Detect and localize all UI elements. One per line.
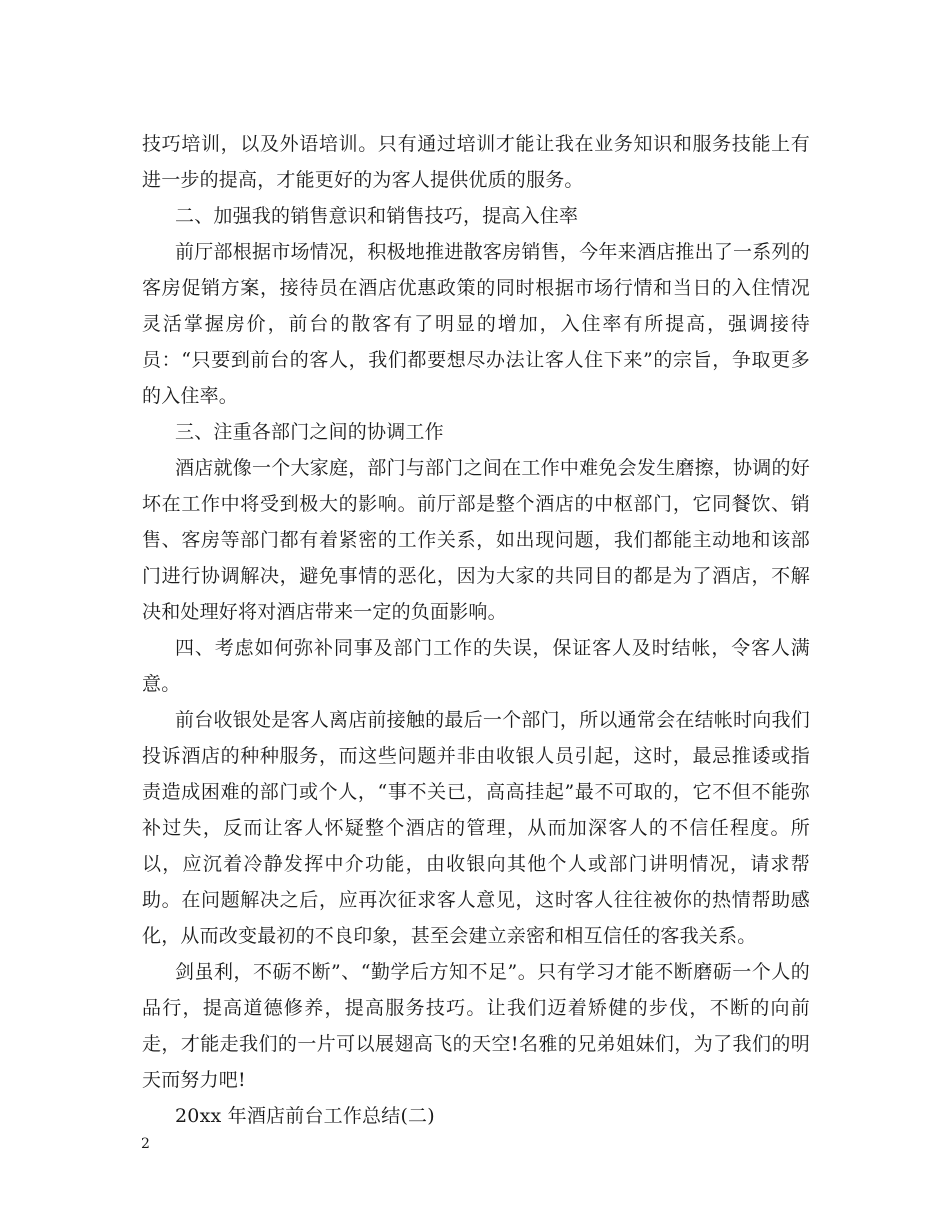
document-body [142,126,810,1134]
paragraph-room-sales: 前厅部根据市场情况，积极地推进散客房销售，今年来酒店推出了一系列的客房促销方案，接待员在酒店优惠政策的同时根据市场行情和当日的入住情况灵活掌握房价，前台的散客有了明显的增加，入住率有所提高，强调接待员：“只要到前台的客人，我们都要想尽办法让客人住下来”的宗旨，争取更多的入住率。 [142,241,810,407]
section-title-summary-two: 20xx 年酒店前台工作总结(二) [175,1105,435,1127]
paragraph-training-continued: 技巧培训，以及外语培训。只有通过培训才能让我在业务知识和服务技能上有进一步的提高，才能更好的为客人提供优质的服务。 [142,133,810,191]
heading-department-coordination: 三、注重各部门之间的协调工作 [175,421,444,443]
page-number: 2 [141,1136,150,1152]
paragraph-coordination: 酒店就像一个大家庭，部门与部门之间在工作中难免会发生磨擦，协调的好坏在工作中将受到极大的影响。前厅部是整个酒店的中枢部门，它同餐饮、销售、客房等部门都有着紧密的工作关系，如出现问题，我们都能主动地和该部门进行协调解决，避免事情的恶化，因为大家的共同目的都是为了酒店，不解决和处理好将对酒店带来一定的负面影响。 [142,457,810,623]
heading-remedy-mistakes: 四、考虑如何弥补同事及部门工作的失误，保证客人及时结帐，令客人满意。 [142,637,810,695]
paragraph-cashier: 前台收银处是客人离店前接触的最后一个部门，所以通常会在结帐时向我们投诉酒店的种种服务，而这些问题并非由收银人员引起，这时，最忌推诿或指责造成困难的部门或个人，“事不关已，高高挂起”最不可取的，它不但不能弥补过失，反而让客人怀疑整个酒店的管理，从而加深客人的不信任程度。所以，应沉着冷静发挥中介功能，由收银向其他个人或部门讲明情况，请求帮助。在问题解决之后，应再次征求客人意见，这时客人往往被你的热情帮助感化，从而改变最初的不良印象，甚至会建立亲密和相互信任的客我关系。 [142,709,810,947]
heading-sales-awareness: 二、加强我的销售意识和销售技巧，提高入住率 [175,205,579,227]
paragraph-conclusion: 剑虽利，不砺不断”、“勤学后方知不足”。只有学习才能不断磨砺一个人的品行，提高道德修养，提高服务技巧。让我们迈着矫健的步伐，不断的向前走，才能走我们的一片可以展翅高飞的天空!名雅的兄弟姐妹们，为了我们的明天而努力吧! [142,961,810,1091]
